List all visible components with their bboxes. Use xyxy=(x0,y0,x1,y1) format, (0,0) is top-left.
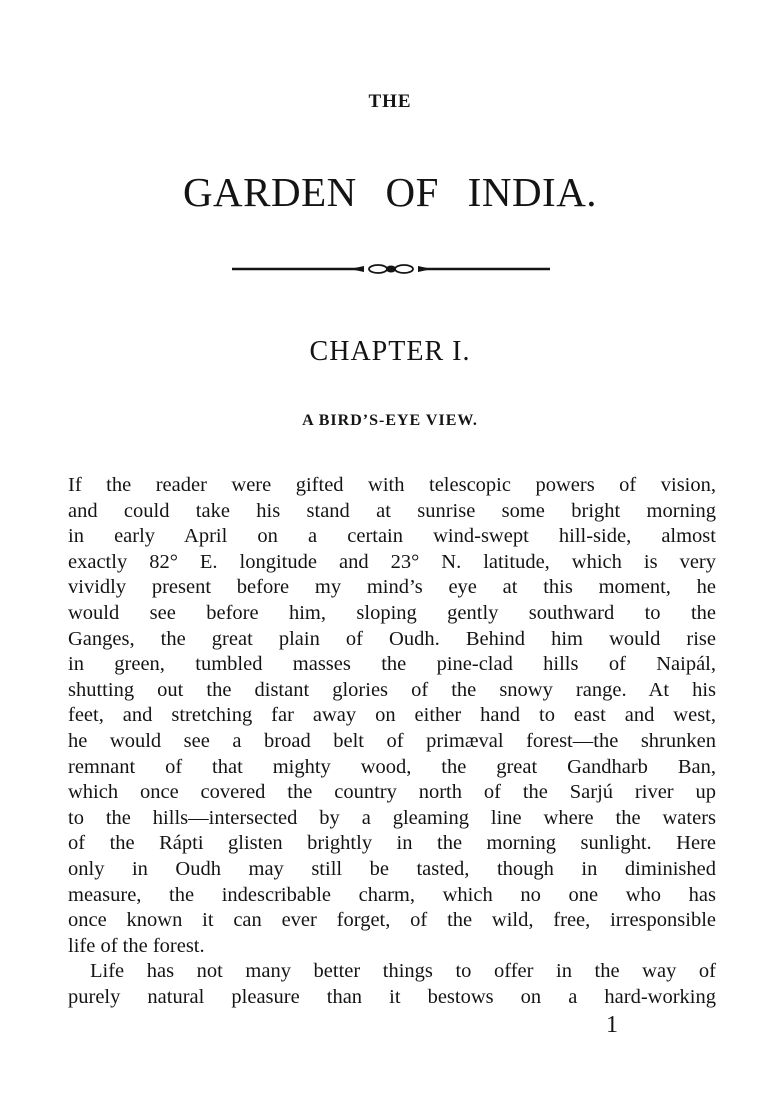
text-line: Ganges, the great plain of Oudh. Behind him would rise xyxy=(68,627,716,650)
text-line: vividly present before my mind’s eye at this moment, he xyxy=(68,576,716,599)
text-line: to the hills—intersected by a gleaming line where the waters xyxy=(68,806,716,829)
text-line: and could take his stand at sunrise some bright morning xyxy=(68,499,716,522)
text-line: life of the forest. xyxy=(68,934,205,957)
ornamental-rule-icon xyxy=(232,260,550,278)
text-line: would see before him, sloping gently southward to the xyxy=(68,601,716,624)
text-line: which once covered the country north of the Sarjú river up xyxy=(68,781,716,804)
text-line: in early April on a certain wind-swept hill-side, almost xyxy=(68,525,716,548)
text-line: only in Oudh may still be tasted, though in diminished xyxy=(68,857,716,880)
text-line: feet, and stretching far away on either hand to east and west, xyxy=(68,704,716,727)
text-line: remnant of that mighty wood, the great Gandharb Ban, xyxy=(68,755,716,778)
page-number: 1 xyxy=(606,1012,618,1038)
text-line: of the Rápti glisten brightly in the morning sunlight. Here xyxy=(68,832,716,855)
text-line: once known it can ever forget, of the wild, free, irresponsible xyxy=(68,909,716,932)
text-line: he would see a broad belt of primæval forest—the shrunken xyxy=(68,729,716,752)
text-line: Life has not many better things to offer in the way of xyxy=(90,960,716,983)
pre-title: THE xyxy=(368,91,412,112)
text-line: exactly 82° E. longitude and 23° N. latitude, which is very xyxy=(68,550,716,573)
text-line: in green, tumbled masses the pine-clad hills of Naipál, xyxy=(68,653,716,676)
text-line: If the reader were gifted with telescopic powers of vision, xyxy=(68,474,716,496)
text-line: shutting out the distant glories of the snowy range. At his xyxy=(68,678,716,701)
text-line: purely natural pleasure than it bestows on a hard-working xyxy=(68,985,716,1008)
chapter-heading: CHAPTER I. xyxy=(309,336,471,367)
text-line: measure, the indescribable charm, which no one who has xyxy=(68,883,716,906)
body-text xyxy=(68,473,716,1010)
book-title: GARDEN OF INDIA. xyxy=(182,169,598,215)
chapter-subtitle: A BIRD’S-EYE VIEW. xyxy=(302,412,478,429)
